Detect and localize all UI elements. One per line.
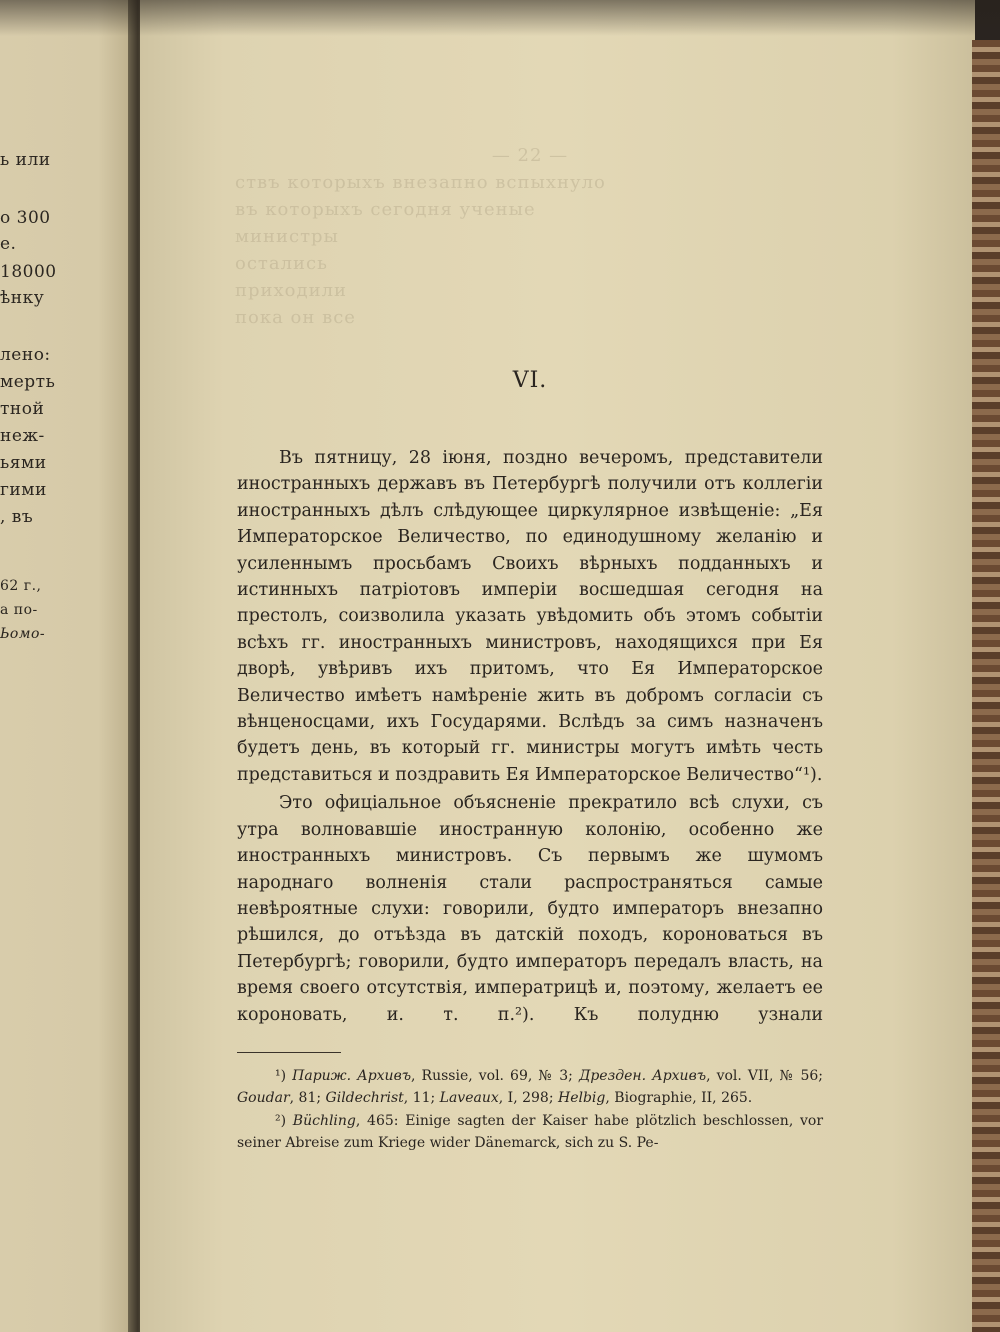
ghost-line: министры	[235, 226, 339, 247]
footnote-source: Дрезден. Архивъ	[578, 1067, 707, 1084]
footnote-fragment: 62 г.,	[0, 578, 42, 594]
footnote-fragment: Ьомо-	[0, 626, 46, 642]
book-cover-edge	[972, 40, 1000, 1332]
fragment-line: 18000	[0, 262, 57, 282]
fragment-line: гими	[0, 480, 47, 500]
footnote-text: , Russie, vol. 69, № 3;	[411, 1067, 579, 1084]
main-text-column	[237, 368, 823, 1155]
fragment-line: лено:	[0, 345, 51, 365]
footnote-text: , I, 298;	[498, 1090, 558, 1107]
footnote-source: Париж. Архивъ	[292, 1067, 412, 1084]
fragment-line: тной	[0, 399, 45, 419]
footnote-marker: ²)	[275, 1112, 287, 1129]
ghost-line: — 22 —	[491, 145, 569, 166]
fragment-line: ѣнку	[0, 288, 45, 308]
footnote-author: Laveaux	[439, 1090, 499, 1107]
footnote-author: Helbig	[558, 1090, 606, 1107]
fragment-line: неж-	[0, 426, 45, 446]
footnote-rule	[237, 1052, 341, 1053]
footnote-text: , 11;	[403, 1090, 440, 1107]
top-shadow	[0, 0, 1000, 36]
ghost-line: пока он все	[235, 307, 356, 328]
fragment-line: мерть	[0, 372, 56, 392]
footnote-2	[237, 1110, 823, 1155]
footnote-text: , Biographie, II, 265.	[605, 1090, 753, 1107]
fragment-line: е.	[0, 234, 17, 254]
ghost-line: ствъ которыхъ внезапно вспыхнуло	[235, 172, 606, 193]
left-page	[0, 0, 140, 1332]
paragraph-1: Въ пятницу, 28 іюня, поздно вечеромъ, представители иностранныхъ державъ въ Петербургѣ получили отъ коллегіи иностранныхъ дѣлъ слѣдующее циркулярное извѣщеніе: „Ея Императорское Величество, по единодушному желанію и усиленнымъ просьбамъ Своихъ вѣрныхъ подданныхъ и истинныхъ патріотовъ имперіи восшедшая сегодня на престолъ, соизволила указать увѣдомить объ этомъ событіи всѣхъ гг. иностранныхъ министровъ, находящихся при Ея дворѣ, увѣривъ ихъ притомъ, что Ея Императорское Величество имѣетъ намѣреніе жить въ добромъ согласіи съ вѣнценосцами, ихъ Государями. Вслѣдъ за симъ назначенъ будетъ день, въ который гг. министры могутъ имѣть честь представиться и поздравить Ея Императорское Величество“¹).	[237, 448, 823, 785]
chapter-heading: VI.	[512, 368, 548, 393]
footnote-1	[237, 1065, 823, 1110]
footnote-author: Gildechrist	[325, 1090, 404, 1107]
paragraph-2: Это офиціальное объясненіе прекратило всѣ слухи, съ утра волновавшіе иностранную колонію, особенно же иностранныхъ министровъ. Съ первымъ же шумомъ народнаго волненія стали распространяться самые невѣроятные слухи: говорили, будто императоръ внезапно рѣшился, до отъѣзда въ датскій походъ, короноваться въ Петербургѣ; говорили, будто императоръ передалъ власть, на время своего отсутствія, императрицѣ и, поэтому, желаетъ ее короновать, и. т. п.²). Къ полудню узнали	[237, 793, 823, 1025]
footnote-author: Goudar	[237, 1090, 290, 1107]
ghost-line: приходили	[235, 280, 348, 301]
footnote-text: , vol. VII, № 56;	[706, 1067, 823, 1084]
fragment-line: , въ	[0, 507, 34, 527]
fragment-line: ь или	[0, 150, 51, 170]
fragment-line: ьями	[0, 453, 47, 473]
footnote-fragment: а по-	[0, 602, 38, 618]
ghost-line: остались	[235, 253, 328, 274]
bleed-through-text	[235, 145, 825, 334]
footnote-text: , 81;	[289, 1090, 326, 1107]
fragment-line: о 300	[0, 208, 51, 228]
footnote-text: , 465: Einige sagten der Kaiser habe plötzlich beschlossen, vor seiner Abreise zum Kriege wider Dänemarck, sich zu S. Pe-	[237, 1112, 824, 1152]
footnotes	[237, 1065, 823, 1155]
footnote-marker: ¹)	[275, 1067, 287, 1084]
ghost-line: въ которыхъ сегодня ученые	[235, 199, 536, 220]
footnote-author: Büchling	[292, 1112, 356, 1129]
